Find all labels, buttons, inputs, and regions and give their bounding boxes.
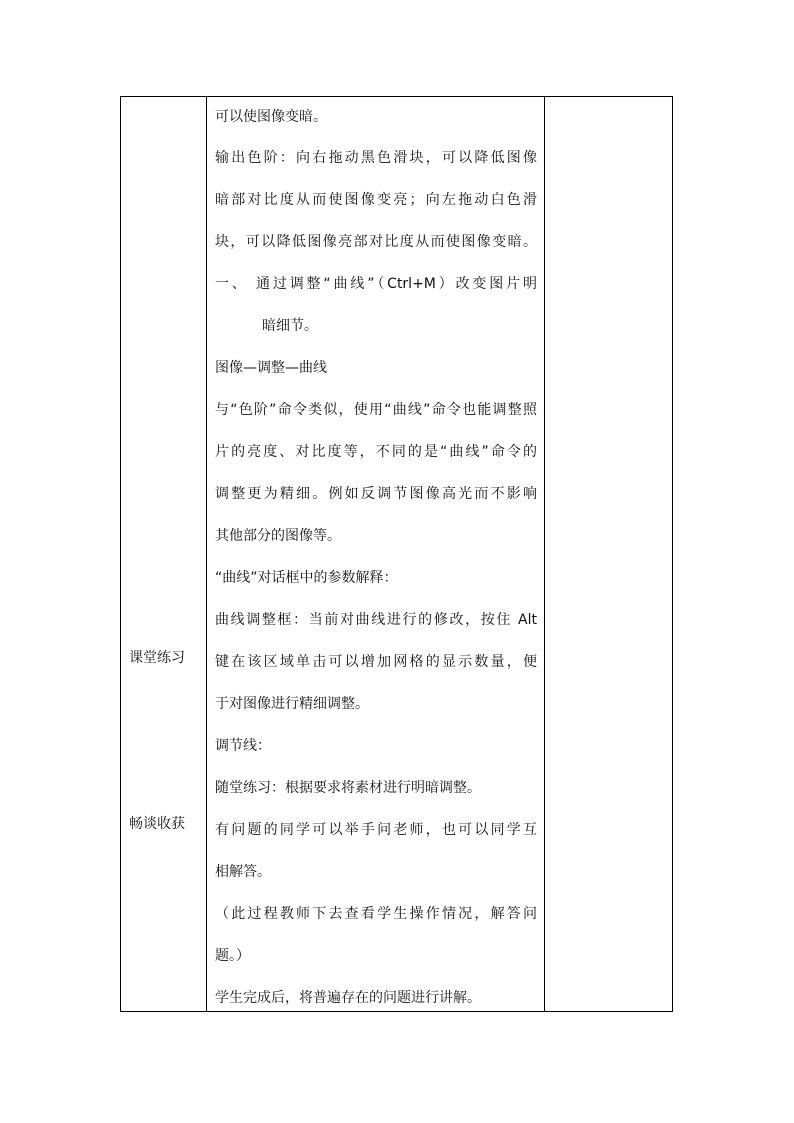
content-line-4: 块，可以降低图像亮部对比度从而使图像变暗。 xyxy=(215,234,537,250)
content-line-12: “曲线”对话框中的参数解释： xyxy=(215,570,398,586)
column-divider-1 xyxy=(206,97,207,1011)
label-classroom-practice: 课堂练习 xyxy=(129,650,185,666)
content-line-21: 题。） xyxy=(215,948,250,964)
content-line-10: 调整更为精细。例如反调节图像高光而不影响 xyxy=(215,486,537,502)
content-line-3: 暗部对比度从而使图像变亮；向左拖动白色滑 xyxy=(215,192,537,208)
lesson-table xyxy=(120,96,673,1012)
content-line-6: 暗细节。 xyxy=(262,318,318,334)
label-share-gains: 畅谈收获 xyxy=(129,816,185,832)
content-line-22: 学生完成后，将普遍存在的问题进行讲解。 xyxy=(215,990,481,1006)
content-line-17: 随堂练习：根据要求将素材进行明暗调整。 xyxy=(215,780,481,796)
content-line-18: 有问题的同学可以举手问老师，也可以同学互 xyxy=(215,822,537,838)
content-line-5: 一、 通过调整“曲线”（Ctrl+M）改变图片明 xyxy=(215,276,537,292)
content-line-13: 曲线调整框：当前对曲线进行的修改，按住 Alt xyxy=(215,612,537,628)
content-line-11: 其他部分的图像等。 xyxy=(215,528,341,544)
column-divider-2 xyxy=(544,97,545,1011)
content-line-20: （此过程教师下去查看学生操作情况，解答问 xyxy=(215,906,537,922)
content-line-1: 可以使图像变暗。 xyxy=(215,109,327,125)
content-line-14: 键在该区域单击可以增加网格的显示数量，便 xyxy=(215,654,537,670)
content-line-7: 图像—调整—曲线 xyxy=(215,360,327,376)
content-line-9: 片的亮度、对比度等，不同的是“曲线”命令的 xyxy=(215,444,537,460)
content-line-19: 相解答。 xyxy=(215,864,271,880)
content-line-15: 于对图像进行精细调整。 xyxy=(215,696,369,712)
content-line-16: 调节线： xyxy=(215,738,271,754)
content-line-2: 输出色阶：向右拖动黑色滑块，可以降低图像 xyxy=(215,150,537,166)
content-line-8: 与“色阶”命令类似，使用“曲线”命令也能调整照 xyxy=(215,402,537,418)
